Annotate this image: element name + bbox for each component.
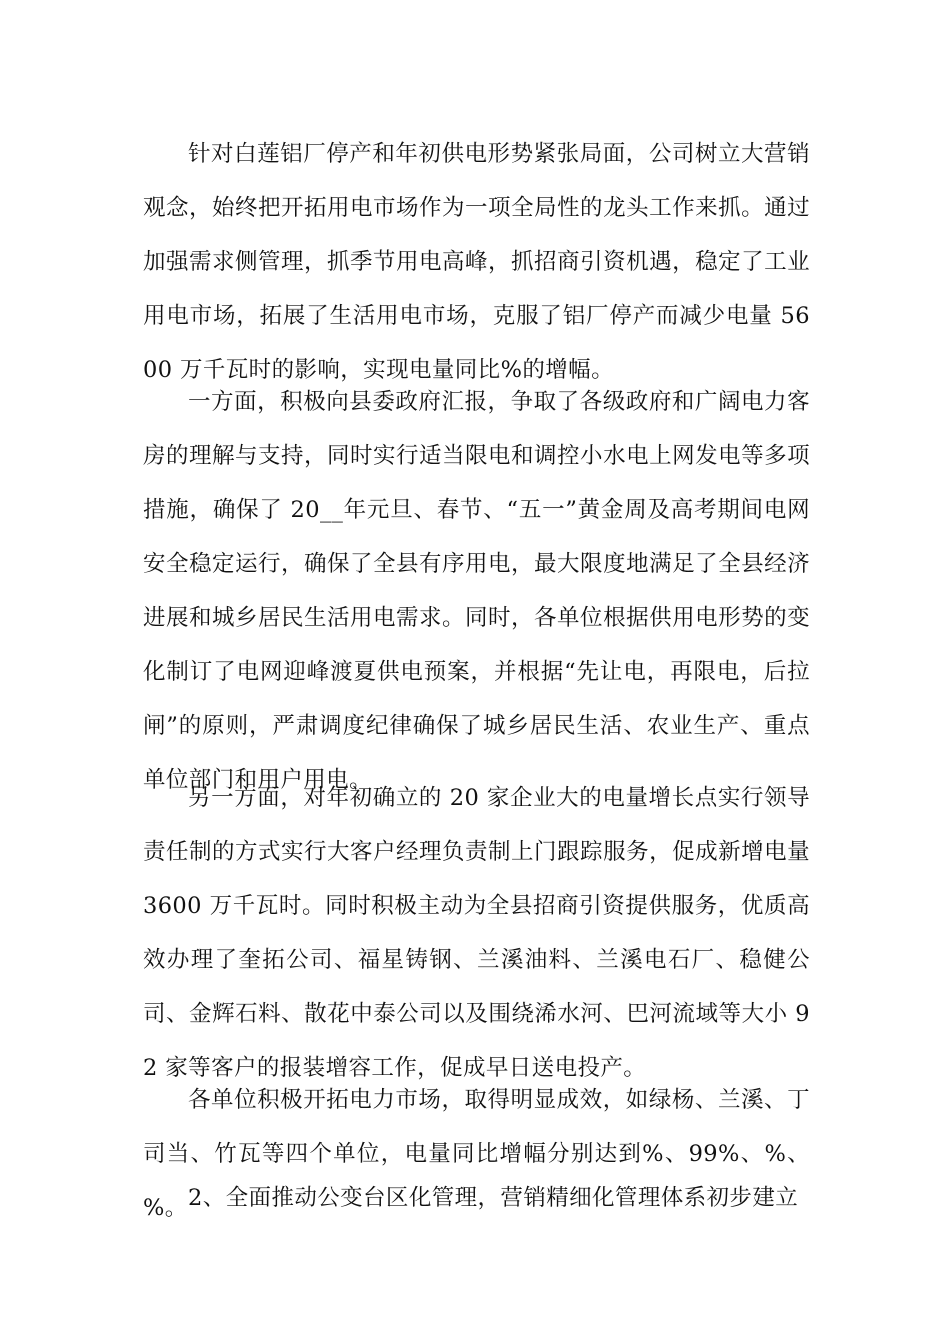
section-heading-2: 2、全面推动公变台区化管理，营销精细化管理体系初步建立 [188,1185,799,1211]
paragraph-market-expansion: 针对白莲铝厂停产和年初供电形势紧张局面，公司树立大营销观念，始终把开拓用电市场作为一项全局性的龙头工作来抓。通过加强需求侧管理，抓季节用电高峰，抓招商引资机遇，稳定了工业用电市场，拓展了生活用电市场，克服了铝厂停产而减少电量 5600 万千瓦时的影响，实现电量同比%的增幅。 [143,141,810,383]
paragraph-key-customers: 另一方面，对年初确立的 20 家企业大的电量增长点实行领导责任制的方式实行大客户经理负责制上门跟踪服务，促成新增电量3600 万千瓦时。同时积极主动为全县招商引资提供服务，优质高效办理了奎拓公司、福星铸钢、兰溪油料、兰溪电石厂、稳健公司、金辉石料、散花中泰公司以及围绕浠水河、巴河流域等大小 92 家等客户的报装增容工作，促成早日送电投产。 [143,785,810,1081]
paragraph-unit-results: 各单位积极开拓电力市场，取得明显成效，如绿杨、兰溪、丁司当、竹瓦等四个单位，电量同比增幅分别达到%、99%、%、%。 [143,1087,810,1221]
paragraph-government-support: 一方面，积极向县委政府汇报，争取了各级政府和广阔电力客房的理解与支持，同时实行适当限电和调控小水电上网发电等多项措施，确保了 20__年元旦、春节、“五一”黄金周及高考期间电网安全稳定运行，确保了全县有序用电，最大限度地满足了全县经济进展和城乡居民生活用电需求。同时，各单位根据供用电形势的变化制订了电网迎峰渡夏供电预案，并根据“先让电，再限电，后拉闸”的原则，严肃调度纪律确保了城乡居民生活、农业生产、重点单位部门和用户用电。 [143,389,810,793]
